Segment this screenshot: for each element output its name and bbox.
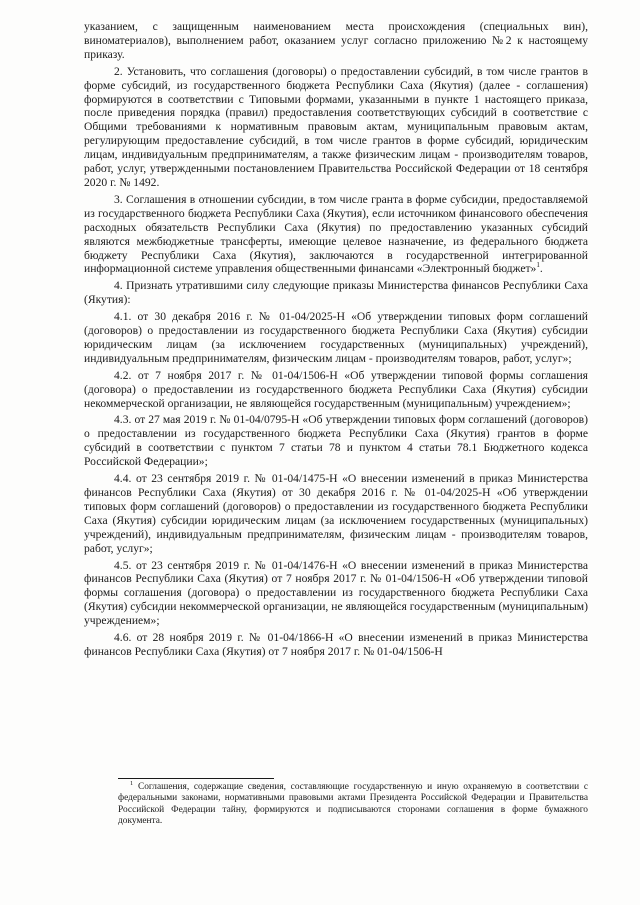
footnote-text: Соглашения, содержащие сведения, составляющие государственную и иную охраняемую в соответствии с федеральными законами, нормативными правовыми актами Президента Российской Федерации и Правительства Российской Федерации тайну, формируются и подписываются сторонами соглашения в форме бумажного документа. xyxy=(118,782,589,827)
document-body xyxy=(84,20,588,659)
paragraph-item-4-6: 4.6. от 28 ноября 2019 г. № 01-04/1866-Н «О внесении изменений в приказ Министерства финансов Республики Саха (Якутия) от 7 ноября 2017 г. № 01-04/1506-Н xyxy=(84,631,588,658)
footnote-marker: 1 xyxy=(130,779,134,787)
paragraph-item-3-text: 3. Соглашения в отношении субсидии, в том числе гранта в форме субсидии, предоставляемой из государственного бюджета Республики Саха (Якутия), если источником финансового обеспечения расходных обязательств Республики Саха (Якутия) по предоставлению указанных субсидий являются межбюджетные трансферты, имеющие целевое назначение, из федерального бюджета бюджету Республики Саха (Якутия), заключаются в государственной интегрированной информационной системе управления общественными финансами «Электронный бюджет» xyxy=(84,192,588,276)
footnote-reference[interactable]: 1 xyxy=(536,261,540,270)
paragraph-item-4-1: 4.1. от 30 декабря 2016 г. № 01-04/2025-Н «Об утверждении типовых форм соглашений (договоров) о предоставлении из государственного бюджета Республики Саха (Якутия) субсидии юридическим лицам (за исключением государственных (муниципальных) учреждений), индивидуальным предпринимателям, физическим лицам - производителям товаров, работ, услуг»; xyxy=(84,310,588,365)
paragraph-item-3: 3. Соглашения в отношении субсидии, в том числе гранта в форме субсидии, предоставляемой из государственного бюджета Республики Саха (Якутия), если источником финансового обеспечения расходных обязательств Республики Саха (Якутия) по предоставлению указанных субсидий являются межбюджетные трансферты, имеющие целевое назначение, из федерального бюджета бюджету Республики Саха (Якутия), заключаются в государственной интегрированной информационной системе управления общественными финансами «Электронный бюджет»$^1$. xyxy=(84,192,588,276)
paragraph-item-4-4: 4.4. от 23 сентября 2019 г. № 01-04/1475-Н «О внесении изменений в приказ Министерства финансов Республики Саха (Якутия) от 30 декабря 2016 г. № 01-04/2025-Н «Об утверждении типовых форм соглашений (договоров) о предоставлении из государственного бюджета Республики Саха (Якутия) субсидии юридическим лицам (за исключением государственных (муниципальных) учреждений), индивидуальным предпринимателям, физическим лицам - производителям товаров, работ, услуг»; xyxy=(84,472,588,555)
paragraph-continued-list: указанием, с защищенным наименованием места происхождения (специальных вин), виноматериалов), выполнением работ, оказанием услуг согласно приложению №2 к настоящему приказу. xyxy=(84,20,588,61)
footnote-separator xyxy=(118,778,274,779)
paragraph-item-4: 4. Признать утратившими силу следующие приказы Министерства финансов Республики Саха (Якутия): xyxy=(84,279,588,307)
paragraph-item-4-3: 4.3. от 27 мая 2019 г. № 01-04/0795-Н «Об утверждении типовых форм соглашений (договоров) о предоставлении из государственного бюджета Республики Саха (Якутия) грантов в форме субсидий в соответствии с пунктом 7 статьи 78 и пунктом 4 статьи 78.1 Бюджетного кодекса Российской Федерации»; xyxy=(84,413,588,469)
paragraph-item-4-2: 4.2. от 7 ноября 2017 г. № 01-04/1506-Н «Об утверждении типовой формы соглашения (договора) о предоставлении из государственного бюджета Республики Саха (Якутия) субсидии некоммерческой организации, не являющейся государственным (муниципальным) учреждением»; xyxy=(84,368,588,410)
paragraph-item-2: 2. Установить, что соглашения (договоры) о предоставлении субсидий, в том числе грантов в форме субсидий, из государственного бюджета Республики Саха (Якутия) (далее - соглашения) формируются в соответствии с Типовыми формами, указанными в пункте 1 настоящего приказа, после приведения порядка (правил) предоставления соответствующих субсидий в соответствие с Общими требованиями к нормативным правовым актам, муниципальным правовым актам, регулирующим предоставление субсидий, в том числе грантов в форме субсидий, юридическим лицам, индивидуальным предпринимателям, а также физическим лицам - производителям товаров, работ, услуг, утвержденными постановлением Правительства Российской Федерации от 18 сентября 2020 г. № 1492. xyxy=(84,64,588,189)
footnote xyxy=(118,779,589,828)
paragraph-item-4-5: 4.5. от 23 сентября 2019 г. № 01-04/1476-Н «О внесении изменений в приказ Министерства финансов Республики Саха (Якутия) от 7 ноября 2017 г. № 01-04/1506-Н «Об утверждении типовой формы соглашения (договора) о предоставлении из государственного бюджета Республики Саха (Якутия) субсидии некоммерческой организации, не являющейся государственным (муниципальным) учреждением»; xyxy=(84,558,588,628)
